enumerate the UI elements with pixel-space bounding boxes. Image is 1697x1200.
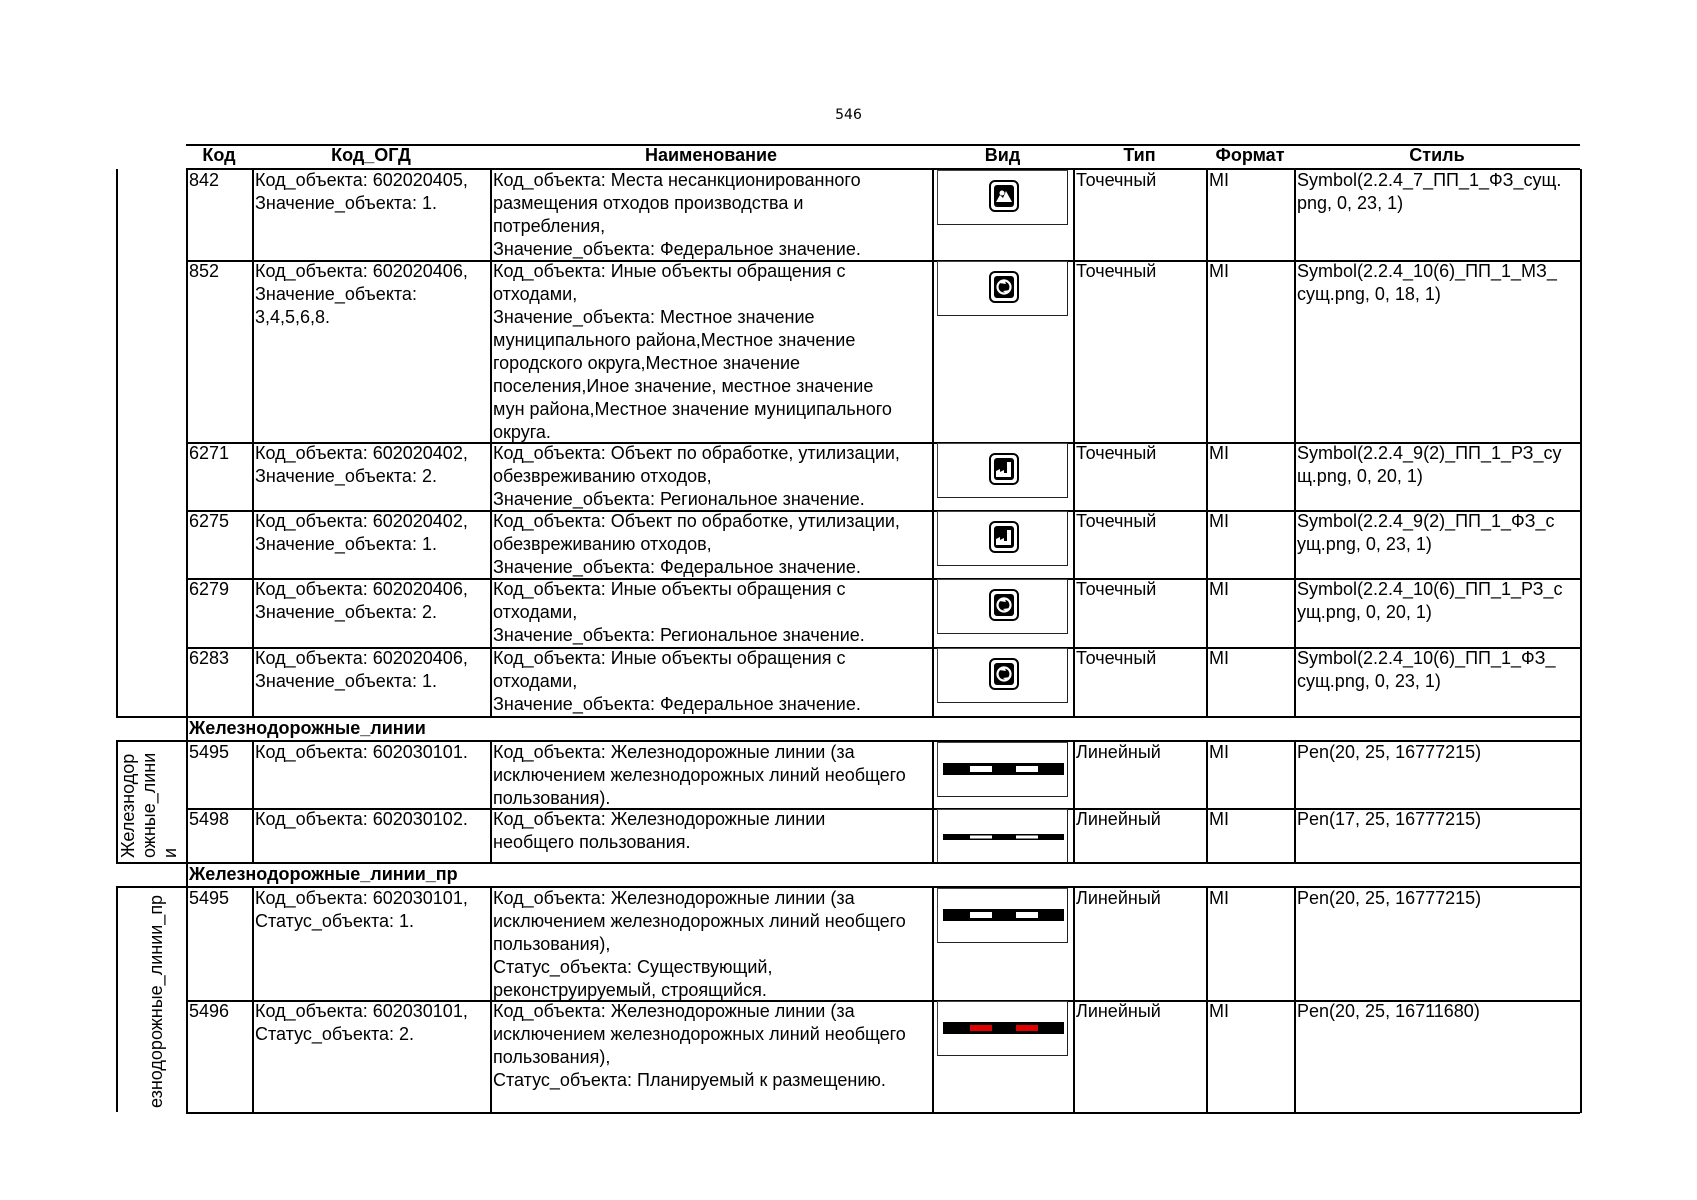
column-border (1073, 741, 1075, 863)
railway-line-planned-icon (937, 1001, 1068, 1056)
section-side-label: ожные_лини (139, 752, 159, 858)
column-border (186, 169, 188, 717)
column-border (1294, 169, 1296, 717)
cell-style: Symbol(2.2.4_9(2)_ПП_1_ФЗ_с ущ.png, 0, 23, 1) (1297, 511, 1555, 554)
cell-style: Symbol(2.2.4_10(6)_ПП_1_ФЗ_ сущ.png, 0, 23, 1) (1297, 648, 1556, 691)
row-border (116, 716, 1580, 718)
column-border (186, 862, 188, 887)
cell-format: MI (1209, 742, 1229, 762)
section-title: Железнодорожные_линии (189, 718, 426, 738)
cell-name: Код_объекта: Объект по обработке, утилизации, обезвреживанию отходов, Значение_объекта: Региональное значение. (493, 443, 900, 509)
column-border (186, 887, 188, 1113)
cell-code-ogd: Код_объекта: 602020406, Значение_объекта: 2. (255, 579, 468, 622)
column-border (1580, 741, 1582, 863)
column-header-code: Код (202, 145, 236, 165)
column-border (186, 741, 188, 863)
cell-code-ogd: Код_объекта: 602020402, Значение_объекта: 2. (255, 443, 468, 486)
cell-name: Код_объекта: Иные объекты обращения с отходами, Значение_объекта: Федеральное значение. (493, 648, 861, 714)
cell-style: Pen(20, 25, 16711680) (1297, 1001, 1480, 1021)
column-header-ogd: Код_ОГД (331, 145, 411, 165)
cell-code: 6271 (189, 443, 230, 463)
column-border (490, 169, 492, 717)
column-border (1580, 716, 1582, 741)
factory-icon (937, 511, 1068, 566)
cell-format: MI (1209, 648, 1229, 668)
row-border (116, 862, 186, 864)
cell-code: 6275 (189, 511, 230, 531)
column-border (116, 169, 118, 716)
cell-type: Точечный (1076, 170, 1157, 190)
cell-name: Код_объекта: Железнодорожные линии (за исключением железнодорожных линий необщего пользования), Статус_объекта: Существующий, реконструируемый, строящийся. (493, 888, 906, 1000)
cell-format: MI (1209, 809, 1229, 829)
column-border (1580, 862, 1582, 887)
cell-code: 5495 (189, 888, 230, 908)
column-border (490, 741, 492, 863)
row-border (186, 1112, 1580, 1114)
column-border (116, 886, 118, 1112)
column-header-type: Тип (1123, 145, 1156, 165)
recycle-icon (937, 261, 1068, 316)
column-border (1206, 741, 1208, 863)
cell-format: MI (1209, 579, 1229, 599)
column-border (252, 169, 254, 717)
cell-name: Код_объекта: Железнодорожные линии необщего пользования. (493, 809, 826, 852)
cell-code: 5496 (189, 1001, 230, 1021)
cell-code-ogd: Код_объекта: 602030101. (255, 742, 468, 762)
cell-format: MI (1209, 443, 1229, 463)
section-side-label: езнодорожные_линии_пр (146, 894, 166, 1108)
cell-type: Линейный (1076, 742, 1161, 762)
cell-code-ogd: Код_объекта: 602020406, Значение_объекта: 3,4,5,6,8. (255, 261, 468, 327)
cell-type: Точечный (1076, 443, 1157, 463)
cell-code: 6283 (189, 648, 230, 668)
column-border (252, 741, 254, 863)
column-border (1294, 741, 1296, 863)
cell-code-ogd: Код_объекта: 602030102. (255, 809, 468, 829)
cell-format: MI (1209, 1001, 1229, 1021)
cell-code: 6279 (189, 579, 230, 599)
cell-code-ogd: Код_объекта: 602030101, Статус_объекта: 1. (255, 888, 468, 931)
cell-type: Точечный (1076, 579, 1157, 599)
column-border (1580, 887, 1582, 1113)
cell-code-ogd: Код_объекта: 602020406, Значение_объекта: 1. (255, 648, 468, 691)
cell-name: Код_объекта: Места несанкционированного размещения отходов производства и потребления, Значение_объекта: Федеральное значение. (493, 170, 861, 259)
cell-code: 5498 (189, 809, 230, 829)
cell-style: Symbol(2.2.4_10(6)_ПП_1_МЗ_ сущ.png, 0, 18, 1) (1297, 261, 1557, 304)
cell-format: MI (1209, 511, 1229, 531)
column-header-view: Вид (984, 145, 1021, 165)
section-side-label: Железнодор (118, 753, 138, 858)
column-border (932, 741, 934, 863)
column-border (1294, 887, 1296, 1113)
column-border (490, 887, 492, 1113)
section-title: Железнодорожные_линии_пр (189, 864, 458, 884)
cell-type: Линейный (1076, 809, 1161, 829)
cell-style: Symbol(2.2.4_10(6)_ПП_1_РЗ_с ущ.png, 0, 20, 1) (1297, 579, 1563, 622)
recycle-icon (937, 579, 1068, 634)
section-side-label: и (160, 847, 180, 858)
cell-style: Symbol(2.2.4_9(2)_ПП_1_РЗ_су щ.png, 0, 20, 1) (1297, 443, 1562, 486)
column-header-style: Стиль (1409, 145, 1465, 165)
cell-type: Точечный (1076, 511, 1157, 531)
cell-code-ogd: Код_объекта: 602020402, Значение_объекта: 1. (255, 511, 468, 554)
cell-type: Линейный (1076, 1001, 1161, 1021)
column-border (1580, 169, 1582, 717)
cell-code: 842 (189, 170, 220, 190)
cell-type: Точечный (1076, 648, 1157, 668)
cell-type: Линейный (1076, 888, 1161, 908)
column-border (932, 887, 934, 1113)
column-border (1206, 887, 1208, 1113)
cell-code: 852 (189, 261, 220, 281)
cell-code: 5495 (189, 742, 230, 762)
column-border (252, 887, 254, 1113)
cell-code-ogd: Код_объекта: 602020405, Значение_объекта: 1. (255, 170, 468, 213)
cell-name: Код_объекта: Железнодорожные линии (за исключением железнодорожных линий необщего пользования), Статус_объекта: Планируемый к размещению. (493, 1001, 906, 1090)
column-border (1206, 169, 1208, 717)
column-header-name: Наименование (644, 145, 778, 165)
railway-line-thin-icon (937, 809, 1068, 864)
railway-line-icon (937, 888, 1068, 943)
column-border (1073, 887, 1075, 1113)
cell-style: Pen(17, 25, 16777215) (1297, 809, 1482, 829)
cell-name: Код_объекта: Иные объекты обращения с отходами, Значение_объекта: Региональное значение. (493, 579, 865, 645)
column-header-format: Формат (1215, 145, 1285, 165)
page-number: 546 (835, 107, 862, 123)
cell-style: Symbol(2.2.4_7_ПП_1_ФЗ_сущ. png, 0, 23, 1) (1297, 170, 1562, 213)
cell-code-ogd: Код_объекта: 602030101, Статус_объекта: 2. (255, 1001, 468, 1044)
cell-name: Код_объекта: Объект по обработке, утилизации, обезвреживанию отходов, Значение_объекта: Федеральное значение. (493, 511, 900, 577)
cell-format: MI (1209, 170, 1229, 190)
column-border (1073, 169, 1075, 717)
cell-name: Код_объекта: Железнодорожные линии (за исключением железнодорожных линий необщего пользования). (493, 742, 906, 808)
cell-name: Код_объекта: Иные объекты обращения с отходами, Значение_объекта: Местное значение муниципального района,Местное значение городского округа,Местное значение поселения,Иное значение, местное значение мун района,Местное значение муниципального округа. (493, 261, 892, 442)
waste-dump-icon (937, 170, 1068, 225)
cell-format: MI (1209, 888, 1229, 908)
column-border (932, 169, 934, 717)
cell-style: Pen(20, 25, 16777215) (1297, 888, 1482, 908)
column-border (186, 716, 188, 741)
factory-icon (937, 443, 1068, 498)
cell-style: Pen(20, 25, 16777215) (1297, 742, 1482, 762)
cell-format: MI (1209, 261, 1229, 281)
cell-type: Точечный (1076, 261, 1157, 281)
recycle-icon (937, 648, 1068, 703)
railway-line-icon (937, 742, 1068, 797)
